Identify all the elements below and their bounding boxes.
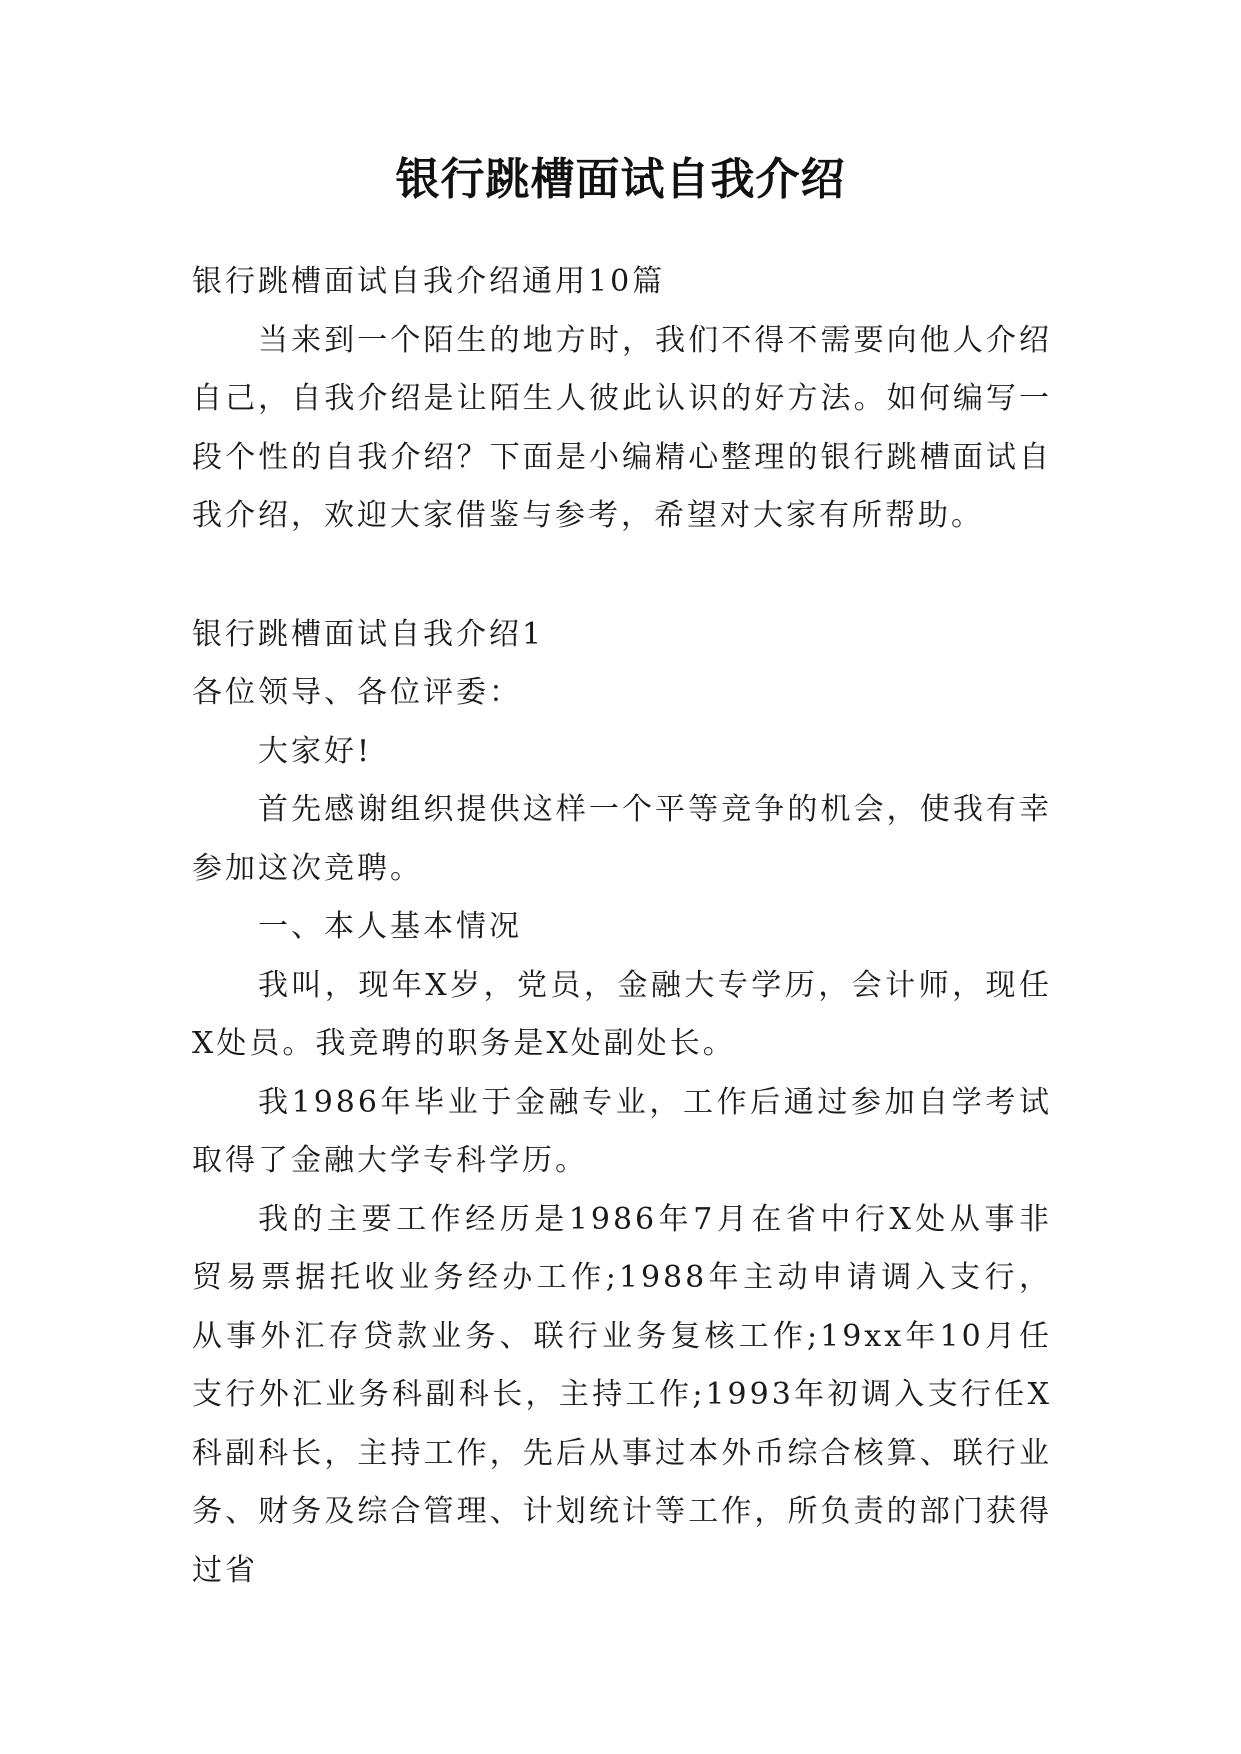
paragraph-work-history: 我的主要工作经历是1986年7月在省中行X处从事非贸易票据托收业务经办工作;1988年主动申请调入支行，从事外汇存贷款业务、联行业务复核工作;19xx年10月任支行外汇业务科副科长，主持工作;1993年初调入支行任X科副科长，主持工作，先后从事过本外币综合核算、联行业务、财务及综合管理、计划统计等工作，所负责的部门获得过省	[192, 1201, 1052, 1588]
salutation: 各位领导、各位评委：	[192, 675, 522, 710]
paragraph-education: 我1986年毕业于金融专业，工作后通过参加自学考试取得了金融大学专科学历。	[192, 1084, 1052, 1178]
paragraph-basic-info-heading: 一、本人基本情况	[258, 909, 522, 944]
document-title: 银行跳槽面试自我介绍	[395, 154, 846, 205]
section-gap	[192, 546, 1052, 606]
document-subtitle: 银行跳槽面试自我介绍通用10篇	[192, 264, 666, 299]
greeting: 大家好!	[258, 733, 373, 769]
document-body	[192, 253, 1052, 1600]
intro-paragraph: 当来到一个陌生的地方时，我们不得不需要向他人介绍自己，自我介绍是让陌生人彼此认识的好方法。如何编写一段个性的自我介绍？下面是小编精心整理的银行跳槽面试自我介绍，欢迎大家借鉴与参考，希望对大家有所帮助。	[192, 322, 1052, 533]
paragraph-basic-info: 我叫，现年X岁，党员，金融大专学历，会计师，现任X处员。我竞聘的职务是X处副处长。	[192, 967, 1052, 1061]
paragraph-thanks: 首先感谢组织提供这样一个平等竞争的机会，使我有幸参加这次竞聘。	[192, 792, 1052, 886]
section-heading: 银行跳槽面试自我介绍1	[192, 616, 545, 652]
